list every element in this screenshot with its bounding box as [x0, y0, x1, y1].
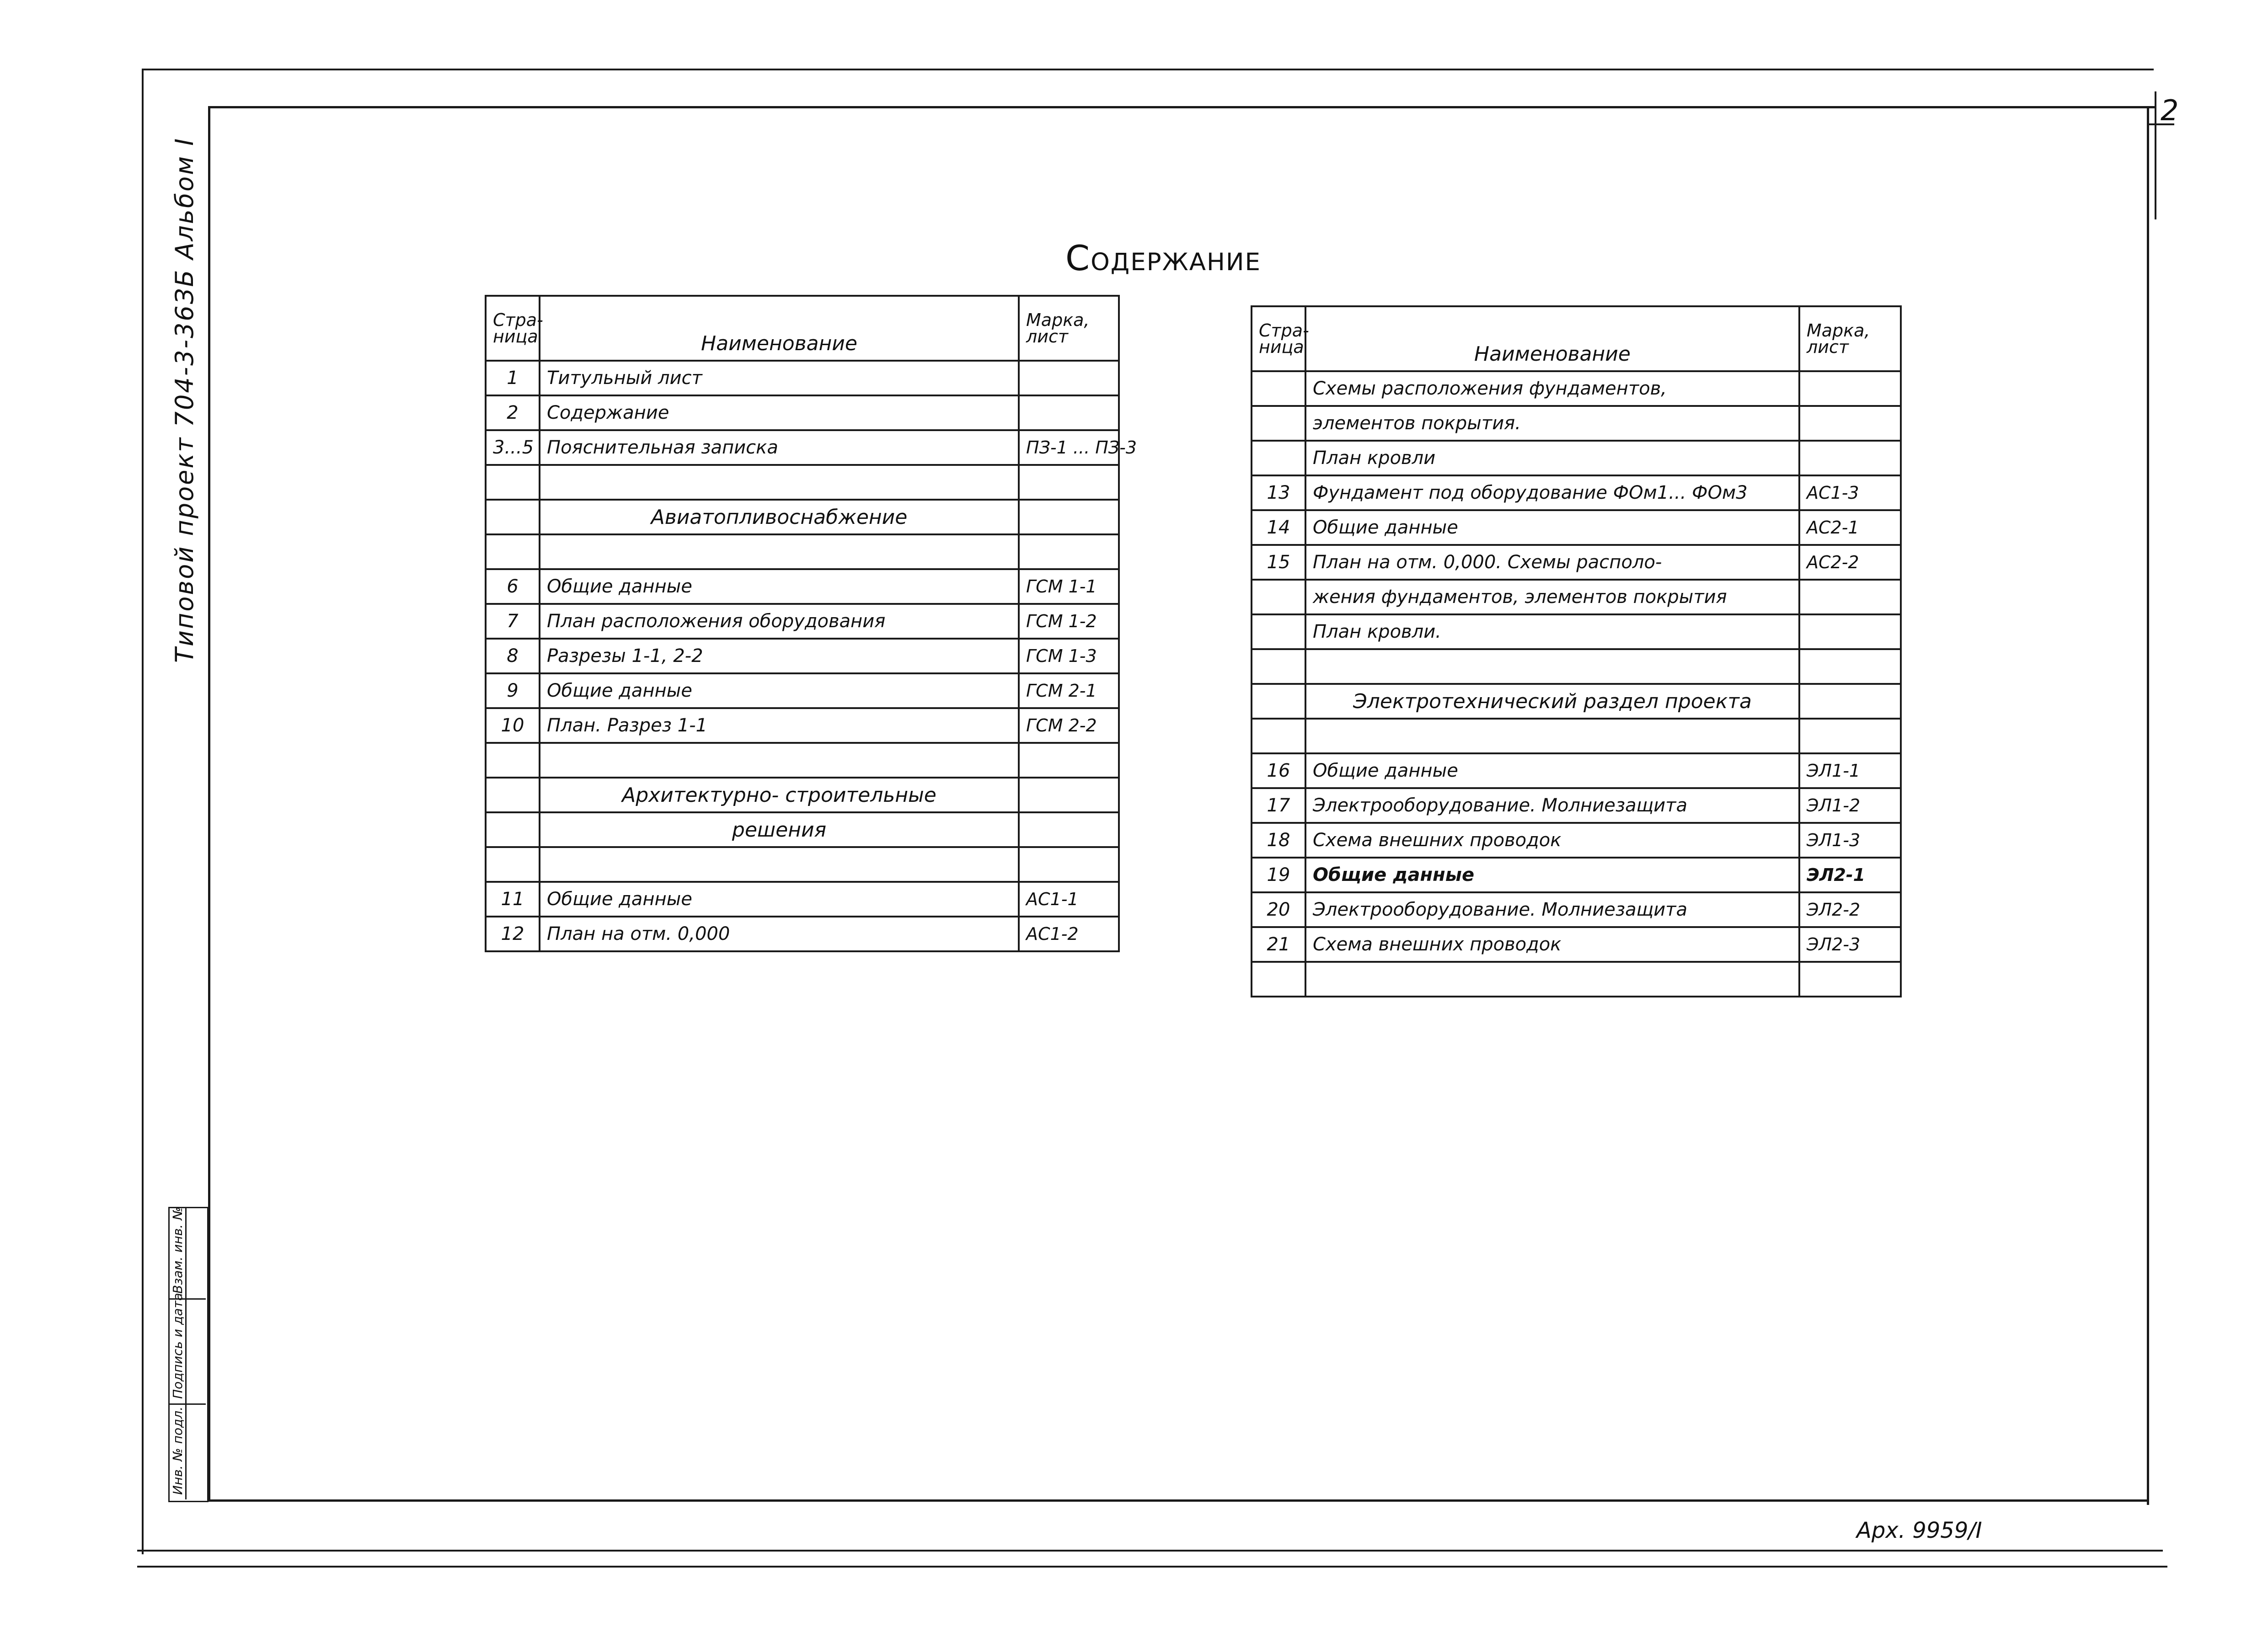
- row-mark: АС2-2: [1799, 545, 1901, 580]
- row-mark: ГСМ 1-3: [1019, 639, 1119, 673]
- row-page-number: [1252, 614, 1305, 649]
- row-name: [1305, 649, 1799, 684]
- row-mark: ЭЛ2-3: [1799, 927, 1901, 962]
- row-mark: [1019, 534, 1119, 569]
- stamp-replace-inv: Взам. инв. №: [170, 1206, 185, 1294]
- row-mark: [1019, 500, 1119, 534]
- row-page-number: 17: [1252, 788, 1305, 823]
- row-name: [540, 534, 1019, 569]
- header-page: Стра- ница: [1252, 306, 1305, 371]
- row-page-number: [1252, 441, 1305, 475]
- table-row: [486, 500, 1119, 534]
- page-title: Содержание: [1065, 238, 1261, 278]
- table-row: [1252, 719, 1901, 753]
- table-row: [1252, 545, 1901, 580]
- row-page-number: [486, 743, 540, 778]
- row-page-number: [486, 534, 540, 569]
- row-page-number: 7: [486, 604, 540, 639]
- table-row: [1252, 823, 1901, 858]
- row-mark: [1799, 719, 1901, 753]
- row-page-number: 8: [486, 639, 540, 673]
- table-row: [1252, 858, 1901, 892]
- row-name: [1305, 719, 1799, 753]
- row-name: Схема внешних проводок: [1305, 823, 1799, 858]
- frame-right-outer: [2155, 91, 2156, 219]
- row-page-number: 11: [486, 882, 540, 917]
- row-name: Общие данные: [540, 569, 1019, 604]
- table-header-row: [486, 296, 1119, 361]
- row-page-number: 16: [1252, 753, 1305, 788]
- table-row: [486, 917, 1119, 951]
- table-row: [486, 361, 1119, 395]
- table-row: [1252, 406, 1901, 441]
- row-page-number: [1252, 962, 1305, 997]
- row-name: жения фундаментов, элементов покрытия: [1305, 580, 1799, 614]
- header-mark: Марка, лист: [1799, 306, 1901, 371]
- table-row: [486, 882, 1119, 917]
- row-mark: [1799, 684, 1901, 719]
- archive-number: Арх. 9959/I: [1856, 1518, 1982, 1543]
- row-name: Разрезы 1-1, 2-2: [540, 639, 1019, 673]
- row-name: Содержание: [540, 395, 1019, 430]
- row-name: Авиатопливоснабжение: [540, 500, 1019, 534]
- table-row: [1252, 441, 1901, 475]
- table-row: [486, 465, 1119, 500]
- row-page-number: [486, 465, 540, 500]
- header-mark: Марка, лист: [1019, 296, 1119, 361]
- table-header-row: [1252, 306, 1901, 371]
- table-row: [486, 778, 1119, 812]
- row-page-number: 19: [1252, 858, 1305, 892]
- row-page-number: 20: [1252, 892, 1305, 927]
- sheet-outer-left: [142, 69, 144, 1554]
- row-page-number: 10: [486, 708, 540, 743]
- row-mark: [1799, 371, 1901, 406]
- row-page-number: [1252, 649, 1305, 684]
- row-page-number: 3...5: [486, 430, 540, 465]
- row-page-number: 12: [486, 917, 540, 951]
- sheet-outer-bottom-2: [137, 1566, 2167, 1568]
- row-mark: ГСМ 1-2: [1019, 604, 1119, 639]
- table-row: [1252, 788, 1901, 823]
- table-row: [486, 743, 1119, 778]
- row-mark: [1799, 614, 1901, 649]
- row-name: [1305, 962, 1799, 997]
- row-name: План на отм. 0,000: [540, 917, 1019, 951]
- row-page-number: [1252, 371, 1305, 406]
- frame-bottom: [208, 1499, 2149, 1502]
- row-mark: [1019, 812, 1119, 847]
- sheet-outer-bottom: [137, 1550, 2163, 1552]
- row-name: План кровли.: [1305, 614, 1799, 649]
- sheet-outer-top: [142, 69, 2154, 70]
- table-row: [486, 639, 1119, 673]
- row-name: Пояснительная записка: [540, 430, 1019, 465]
- row-mark: [1799, 441, 1901, 475]
- row-page-number: 15: [1252, 545, 1305, 580]
- row-name: Схема внешних проводок: [1305, 927, 1799, 962]
- row-name: Общие данные: [540, 882, 1019, 917]
- row-mark: [1799, 406, 1901, 441]
- stamp-divider-v: [185, 1207, 187, 1499]
- row-mark: ЭЛ2-1: [1799, 858, 1901, 892]
- stamp-divider-2: [168, 1403, 206, 1405]
- row-mark: ПЗ-1 ... ПЗ-3: [1019, 430, 1119, 465]
- table-row: [1252, 475, 1901, 510]
- row-page-number: [486, 847, 540, 882]
- table-row: [486, 395, 1119, 430]
- row-name: Электрооборудование. Молниезащита: [1305, 788, 1799, 823]
- frame-top: [208, 106, 2156, 108]
- row-name: Общие данные: [1305, 510, 1799, 545]
- row-mark: АС1-2: [1019, 917, 1119, 951]
- sheet-number: 2: [2161, 94, 2179, 127]
- row-mark: АС1-3: [1799, 475, 1901, 510]
- row-name: элементов покрытия.: [1305, 406, 1799, 441]
- row-mark: ЭЛ1-3: [1799, 823, 1901, 858]
- frame-right: [2147, 106, 2149, 1505]
- header-page: Стра- ница: [486, 296, 540, 361]
- header-name: Наименование: [540, 296, 1019, 361]
- row-mark: [1019, 361, 1119, 395]
- row-mark: ГСМ 2-1: [1019, 673, 1119, 708]
- row-page-number: [1252, 406, 1305, 441]
- row-name: План кровли: [1305, 441, 1799, 475]
- row-mark: ГСМ 2-2: [1019, 708, 1119, 743]
- row-page-number: 9: [486, 673, 540, 708]
- row-page-number: 1: [486, 361, 540, 395]
- row-name: Общие данные: [1305, 753, 1799, 788]
- row-name: План на отм. 0,000. Схемы располо-: [1305, 545, 1799, 580]
- table-row: [1252, 962, 1901, 997]
- table-row: [486, 534, 1119, 569]
- row-mark: [1799, 649, 1901, 684]
- row-name: [540, 465, 1019, 500]
- row-name: План расположения оборудования: [540, 604, 1019, 639]
- row-name: Электрооборудование. Молниезащита: [1305, 892, 1799, 927]
- row-mark: ЭЛ2-2: [1799, 892, 1901, 927]
- row-page-number: [1252, 580, 1305, 614]
- row-page-number: 21: [1252, 927, 1305, 962]
- table-row: [486, 604, 1119, 639]
- row-mark: АС2-1: [1799, 510, 1901, 545]
- table-row: [1252, 927, 1901, 962]
- row-name: Схемы расположения фундаментов,: [1305, 371, 1799, 406]
- row-mark: [1019, 395, 1119, 430]
- table-row: [1252, 753, 1901, 788]
- row-page-number: [486, 500, 540, 534]
- row-mark: [1019, 743, 1119, 778]
- row-mark: ЭЛ1-1: [1799, 753, 1901, 788]
- table-row: [486, 430, 1119, 465]
- row-mark: АС1-1: [1019, 882, 1119, 917]
- table-row: [1252, 892, 1901, 927]
- row-name: [540, 743, 1019, 778]
- row-name: решения: [540, 812, 1019, 847]
- table-row: [486, 812, 1119, 847]
- row-name: Общие данные: [1305, 858, 1799, 892]
- row-page-number: [1252, 684, 1305, 719]
- table-row: [486, 673, 1119, 708]
- row-page-number: 2: [486, 395, 540, 430]
- row-page-number: 18: [1252, 823, 1305, 858]
- contents-table-left: [485, 295, 1137, 952]
- contents-table-right: [1251, 305, 1902, 997]
- row-mark: ГСМ 1-1: [1019, 569, 1119, 604]
- row-name: План. Разрез 1-1: [540, 708, 1019, 743]
- header-name: Наименование: [1305, 306, 1799, 371]
- stamp-sign-date: Подпись и дата: [170, 1293, 185, 1399]
- row-mark: [1019, 847, 1119, 882]
- row-page-number: 6: [486, 569, 540, 604]
- project-side-label: Типовой проект 704-3-36ЗБ Альбом I: [170, 137, 199, 663]
- table-row: [1252, 684, 1901, 719]
- row-name: Общие данные: [540, 673, 1019, 708]
- row-name: Титульный лист: [540, 361, 1019, 395]
- row-page-number: [486, 778, 540, 812]
- table-row: [486, 708, 1119, 743]
- table-row: [1252, 371, 1901, 406]
- stamp-inv-no: Инв. № подл.: [170, 1406, 185, 1495]
- table-row: [486, 847, 1119, 882]
- table-row: [1252, 580, 1901, 614]
- row-page-number: [486, 812, 540, 847]
- row-page-number: [1252, 719, 1305, 753]
- row-name: Электротехнический раздел проекта: [1305, 684, 1799, 719]
- row-name: Фундамент под оборудование ФОм1... ФОм3: [1305, 475, 1799, 510]
- row-mark: [1019, 778, 1119, 812]
- row-name: [540, 847, 1019, 882]
- table-row: [1252, 614, 1901, 649]
- row-mark: [1799, 580, 1901, 614]
- table-row: [486, 569, 1119, 604]
- row-page-number: 13: [1252, 475, 1305, 510]
- row-name: Архитектурно- строительные: [540, 778, 1019, 812]
- table-row: [1252, 510, 1901, 545]
- row-mark: ЭЛ1-2: [1799, 788, 1901, 823]
- row-mark: [1799, 962, 1901, 997]
- row-mark: [1019, 465, 1119, 500]
- row-page-number: 14: [1252, 510, 1305, 545]
- table-row: [1252, 649, 1901, 684]
